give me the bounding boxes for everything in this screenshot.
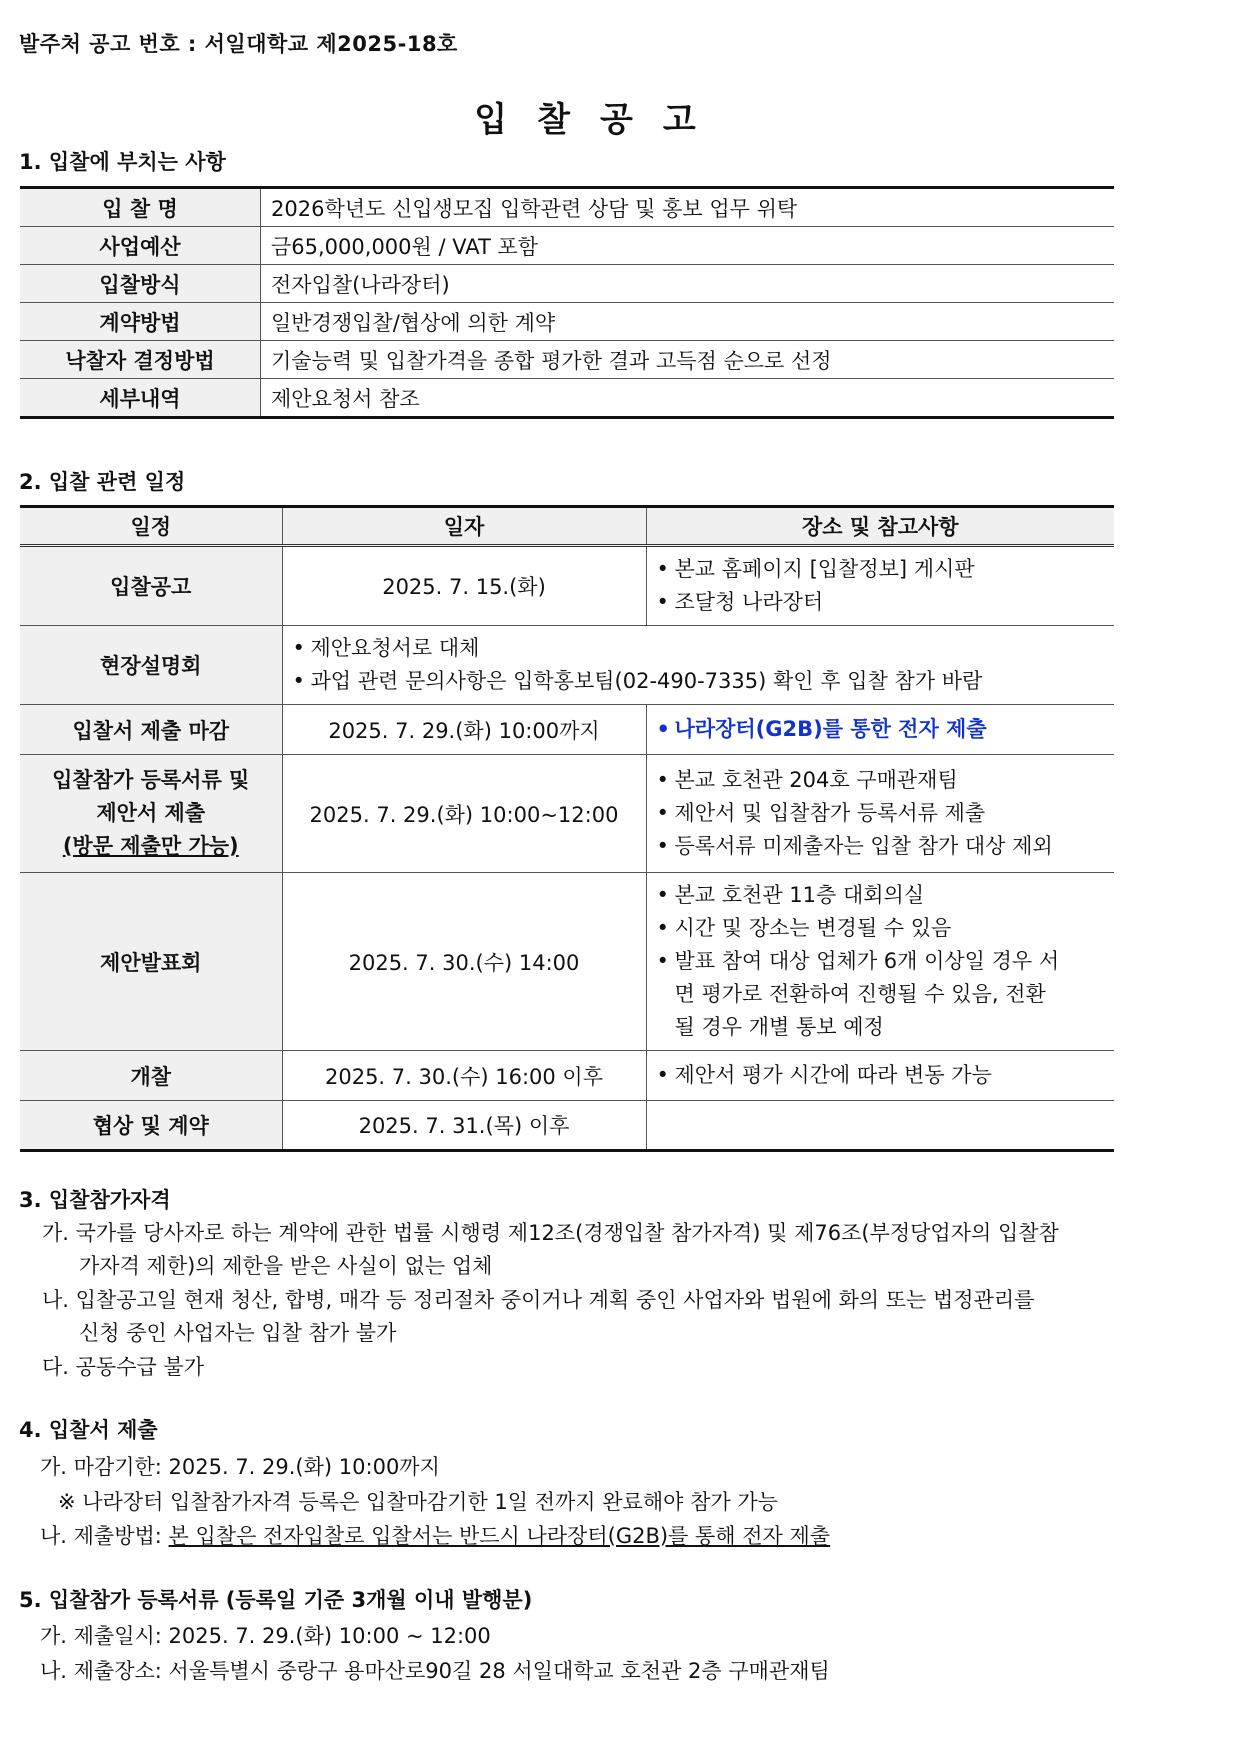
schedule-date: 2025. 7. 29.(화) 10:00~12:00 [282, 755, 646, 873]
row-label: 입찰방식 [20, 265, 261, 303]
note-item: • 본교 호천관 204호 구매관재팀 [657, 764, 1105, 797]
note-item: • 제안서 및 입찰참가 등록서류 제출 [657, 797, 1105, 830]
column-header: 일정 [20, 507, 282, 546]
row-label: 세부내역 [20, 379, 261, 418]
note-item: • 제안서 평가 시간에 따라 변동 가능 [657, 1059, 1105, 1092]
label-line: 입찰참가 등록서류 및 [52, 768, 250, 792]
schedule-date: 2025. 7. 30.(수) 14:00 [282, 873, 646, 1051]
eligibility-item-cont: 신청 중인 사업자는 입찰 참가 불가 [79, 1321, 397, 1345]
schedule-date: 2025. 7. 31.(목) 이후 [282, 1101, 646, 1151]
note-item: • 본교 호천관 11층 대회의실 [657, 879, 1105, 912]
schedule-notes [646, 1101, 1114, 1151]
column-header: 장소 및 참고사항 [646, 507, 1114, 546]
table-row [20, 546, 1114, 626]
note-item: • 제안요청서로 대체 [293, 632, 1105, 665]
table-row [20, 626, 1114, 705]
method-label: 나. 제출방법: [40, 1524, 169, 1548]
schedule-label: 입찰서 제출 마감 [20, 705, 282, 755]
section2-heading: 2. 입찰 관련 일정 [19, 470, 186, 494]
schedule-notes [646, 1051, 1114, 1101]
table-row [20, 705, 1114, 755]
note-item: • 조달청 나라장터 [657, 586, 1105, 619]
table-row [20, 341, 1114, 379]
section1-heading: 1. 입찰에 부치는 사항 [19, 150, 226, 174]
schedule-label: 입찰공고 [20, 546, 282, 626]
submission-note: ※ 나라장터 입찰참가자격 등록은 입찰마감기한 1일 전까지 완료해야 참가 가능 [58, 1490, 778, 1514]
table-row [20, 755, 1114, 873]
section4-heading: 4. 입찰서 제출 [19, 1418, 158, 1442]
table-row [20, 303, 1114, 341]
row-value: 금65,000,000원 / VAT 포함 [261, 227, 1115, 265]
schedule-notes [646, 873, 1114, 1051]
table-header-row [20, 507, 1114, 546]
table-row [20, 265, 1114, 303]
table-row [20, 1101, 1114, 1151]
schedule-table [20, 505, 1114, 1152]
row-label: 입 찰 명 [20, 188, 261, 227]
label-line: 제안서 제출 [96, 801, 206, 825]
table-row [20, 1051, 1114, 1101]
eligibility-item: 나. 입찰공고일 현재 청산, 합병, 매각 등 정리절차 중이거나 계획 중인 사업자와 법원에 화의 또는 법정관리를 [42, 1288, 1035, 1312]
row-label: 계약방법 [20, 303, 261, 341]
eligibility-item-cont: 가자격 제한)의 제한을 받은 사실이 없는 업체 [79, 1254, 493, 1278]
label-line: (방문 제출만 가능) [62, 834, 239, 858]
section3-heading: 3. 입찰참가자격 [19, 1188, 171, 1212]
schedule-notes [282, 626, 1114, 705]
submission-method [40, 1520, 830, 1550]
schedule-notes [646, 546, 1114, 626]
documents-place: 나. 제출장소: 서울특별시 중랑구 용마산로90길 28 서일대학교 호천관 2층 구매관재팀 [40, 1659, 830, 1683]
schedule-notes [646, 755, 1114, 873]
schedule-date: 2025. 7. 29.(화) 10:00까지 [282, 705, 646, 755]
section5-heading: 5. 입찰참가 등록서류 (등록일 기준 3개월 이내 발행분) [19, 1588, 533, 1612]
note-item: • 나라장터(G2B)를 통한 전자 제출 [657, 713, 1105, 746]
column-header: 일자 [282, 507, 646, 546]
note-item: • 본교 홈페이지 [입찰정보] 게시판 [657, 553, 1105, 586]
row-label: 사업예산 [20, 227, 261, 265]
documents-datetime: 가. 제출일시: 2025. 7. 29.(화) 10:00 ~ 12:00 [40, 1624, 491, 1648]
eligibility-item: 가. 국가를 당사자로 하는 계약에 관한 법률 시행령 제12조(경쟁입찰 참가자격) 및 제76조(부정당업자의 입찰참 [42, 1221, 1059, 1245]
schedule-label: 제안발표회 [20, 873, 282, 1051]
submission-deadline: 가. 마감기한: 2025. 7. 29.(화) 10:00까지 [40, 1455, 440, 1479]
row-label: 낙찰자 결정방법 [20, 341, 261, 379]
row-value: 기술능력 및 입찰가격을 종합 평가한 결과 고득점 순으로 선정 [261, 341, 1115, 379]
table-row [20, 379, 1114, 418]
schedule-label: 협상 및 계약 [20, 1101, 282, 1151]
schedule-date: 2025. 7. 15.(화) [282, 546, 646, 626]
table-row [20, 188, 1114, 227]
eligibility-item: 다. 공동수급 불가 [42, 1355, 205, 1379]
table-row [20, 873, 1114, 1051]
note-item: • 시간 및 장소는 변경될 수 있음 [657, 912, 1105, 945]
page-title: 입찰공고 [474, 100, 726, 140]
method-value: 본 입찰은 전자입찰로 입찰서는 반드시 나라장터(G2B)를 통해 전자 제출 [168, 1524, 831, 1548]
schedule-label: 현장설명회 [20, 626, 282, 705]
notice-number: 발주처 공고 번호 : 서일대학교 제2025-18호 [19, 32, 458, 56]
schedule-label: 개찰 [20, 1051, 282, 1101]
schedule-notes [646, 705, 1114, 755]
note-item: • 과업 관련 문의사항은 입학홍보팀(02-490-7335) 확인 후 입찰 참가 바람 [293, 665, 1105, 698]
row-value: 2026학년도 신입생모집 입학관련 상담 및 홍보 업무 위탁 [261, 188, 1115, 227]
note-item: • 발표 참여 대상 업체가 6개 이상일 경우 서면 평가로 전환하여 진행될 수 있음, 전환될 경우 개별 통보 예정 [657, 945, 1105, 1044]
row-value: 전자입찰(나라장터) [261, 265, 1115, 303]
bid-summary-table [20, 186, 1114, 419]
note-item: • 등록서류 미제출자는 입찰 참가 대상 제외 [657, 830, 1105, 863]
schedule-label [20, 755, 282, 873]
table-row [20, 227, 1114, 265]
row-value: 제안요청서 참조 [261, 379, 1115, 418]
schedule-date: 2025. 7. 30.(수) 16:00 이후 [282, 1051, 646, 1101]
row-value: 일반경쟁입찰/협상에 의한 계약 [261, 303, 1115, 341]
